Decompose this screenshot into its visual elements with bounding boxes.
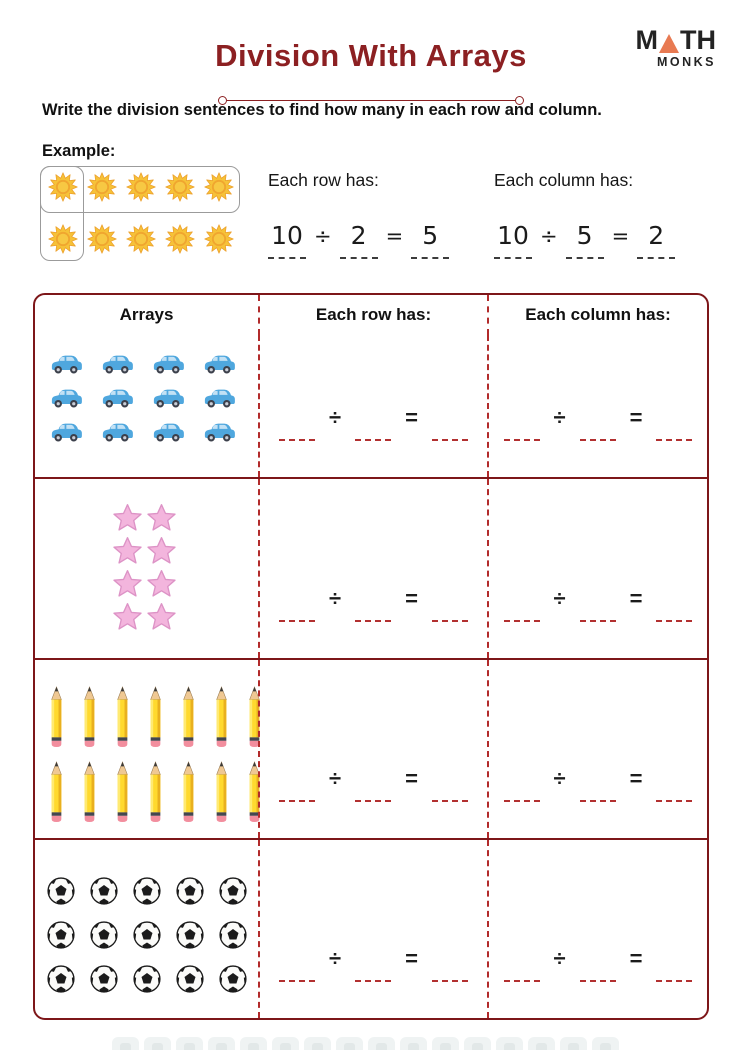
blank-division-sentence-row: [260, 479, 487, 658]
soccer-ball-icon: [132, 920, 162, 950]
watermark-shape: [560, 1037, 587, 1050]
division-sign: ÷: [540, 224, 558, 248]
each-column-has-cell: [487, 479, 707, 658]
table-row: [35, 477, 707, 658]
page-title: Division With Arrays: [215, 38, 527, 73]
watermark-shape: [336, 1037, 363, 1050]
star-icon: [147, 569, 176, 598]
division-sign: ÷: [329, 766, 342, 791]
car-icon: [100, 385, 134, 409]
car-icon: [151, 351, 185, 375]
pencil-icon: [214, 761, 229, 823]
equals-sign: =: [629, 766, 643, 791]
pencil-icon: [148, 686, 163, 748]
pencil-icon: [148, 761, 163, 823]
soccer-ball-icon: [175, 964, 205, 994]
dividend: 10: [268, 221, 306, 259]
quotient: 2: [637, 221, 675, 259]
table-body: [35, 335, 707, 1018]
pencil-icon: [82, 686, 97, 748]
watermark-shape: [144, 1037, 171, 1050]
car-icon: [100, 351, 134, 375]
soccer-ball-icon: [46, 876, 76, 906]
sun-icon: [87, 224, 117, 259]
sun-icon: [204, 172, 234, 207]
division-sign: ÷: [553, 405, 566, 430]
soccer-ball-icon: [175, 876, 205, 906]
blank-division-sentence-row: [260, 840, 487, 1018]
watermark-shape: [208, 1037, 235, 1050]
soccer-ball-icon: [89, 876, 119, 906]
instruction-text: Write the division sentences to find how many in each row and column.: [42, 101, 602, 119]
car-icon: [151, 419, 185, 443]
sun-icon: [126, 172, 156, 207]
logo-letters-th: TH: [680, 25, 716, 55]
division-sign: ÷: [553, 586, 566, 611]
watermark-shape: [464, 1037, 491, 1050]
blank-division-sentence-row: [260, 660, 487, 838]
each-column-has-cell: [487, 335, 707, 477]
equals-sign: =: [385, 224, 404, 248]
equals-sign: =: [629, 946, 643, 971]
pencil-icon: [49, 761, 64, 823]
pencil-icon: [181, 686, 196, 748]
soccer-ball-icon: [175, 920, 205, 950]
blank-divisor-slot[interactable]: [580, 439, 616, 441]
logo-letter-m: M: [635, 25, 658, 55]
watermark-shape: [240, 1037, 267, 1050]
soccer-ball-icon: [132, 876, 162, 906]
car-icon: [49, 385, 83, 409]
blank-division-sentence-column: [489, 840, 707, 1018]
star-icon: [113, 503, 142, 532]
division-sign: ÷: [553, 766, 566, 791]
blank-dividend-slot[interactable]: [279, 980, 315, 982]
equals-sign: =: [405, 405, 418, 430]
soccer-ball-icon: [218, 876, 248, 906]
blank-division-sentence-row: [260, 335, 487, 477]
division-sign: ÷: [329, 946, 342, 971]
blank-quotient-slot[interactable]: [432, 439, 468, 441]
equals-sign: =: [405, 946, 418, 971]
equals-sign: =: [611, 224, 630, 248]
soccer-ball-icon: [89, 920, 119, 950]
divisor: 2: [340, 221, 378, 259]
watermark-shape: [400, 1037, 427, 1050]
watermark-shape: [496, 1037, 523, 1050]
each-row-has-cell: [258, 660, 487, 838]
blank-divisor-slot[interactable]: [580, 620, 616, 622]
star-icon: [147, 602, 176, 631]
pencil-icon: [115, 761, 130, 823]
blank-divisor-slot[interactable]: [355, 800, 391, 802]
car-icon: [49, 419, 83, 443]
array-icon-grid: [35, 479, 258, 631]
blank-divisor-slot[interactable]: [355, 439, 391, 441]
car-icon: [151, 385, 185, 409]
car-icon: [49, 351, 83, 375]
divisor: 5: [566, 221, 604, 259]
equals-sign: =: [629, 405, 643, 430]
logo-monks-word: MONKS: [656, 55, 716, 69]
watermark-shape: [112, 1037, 139, 1050]
car-icon: [100, 419, 134, 443]
example-column-block: [494, 170, 714, 259]
example-row-block: [268, 170, 488, 259]
equals-sign: =: [405, 586, 418, 611]
blank-dividend-slot[interactable]: [504, 439, 540, 441]
blank-divisor-slot[interactable]: [580, 980, 616, 982]
pencil-icon: [214, 686, 229, 748]
soccer-ball-icon: [218, 964, 248, 994]
table-row: [35, 838, 707, 1018]
watermark-shape: [528, 1037, 555, 1050]
blank-quotient-slot[interactable]: [656, 620, 692, 622]
sun-icon: [165, 224, 195, 259]
soccer-ball-icon: [89, 964, 119, 994]
array-icon-grid: [35, 335, 258, 443]
star-icon: [147, 536, 176, 565]
equals-sign: =: [405, 766, 418, 791]
example-sun-array: [48, 172, 234, 259]
example-column-sentence: [494, 221, 714, 259]
quotient: 5: [411, 221, 449, 259]
blank-quotient-slot[interactable]: [656, 800, 692, 802]
blank-divisor-slot[interactable]: [355, 620, 391, 622]
array-cell: [35, 660, 258, 838]
sun-icon: [87, 172, 117, 207]
division-sign: ÷: [314, 224, 332, 248]
example-row-caption: Each row has:: [268, 170, 379, 190]
array-icon-grid: [35, 660, 258, 823]
car-icon: [202, 385, 236, 409]
sun-icon: [126, 224, 156, 259]
watermark-shape: [592, 1037, 619, 1050]
blank-divisor-slot[interactable]: [355, 980, 391, 982]
header-each-row-has: Each row has:: [258, 295, 487, 335]
blank-quotient-slot[interactable]: [432, 800, 468, 802]
sun-icon: [48, 172, 78, 207]
blank-dividend-slot[interactable]: [504, 980, 540, 982]
example-column-caption: Each column has:: [494, 170, 634, 190]
blank-dividend-slot[interactable]: [279, 620, 315, 622]
each-column-has-cell: [487, 660, 707, 838]
car-icon: [202, 419, 236, 443]
equals-sign: =: [629, 586, 643, 611]
blank-division-sentence-column: [489, 479, 707, 658]
watermark-shape: [176, 1037, 203, 1050]
array-cell: [35, 479, 258, 658]
pencil-icon: [82, 761, 97, 823]
example-label: Example:: [42, 142, 116, 160]
soccer-ball-icon: [46, 964, 76, 994]
pencil-icon: [115, 686, 130, 748]
sun-icon: [48, 224, 78, 259]
sun-icon: [165, 172, 195, 207]
star-icon: [113, 569, 142, 598]
blank-quotient-slot[interactable]: [432, 980, 468, 982]
sun-icon: [204, 224, 234, 259]
division-sign: ÷: [329, 405, 342, 430]
blank-divisor-slot[interactable]: [580, 800, 616, 802]
star-icon: [113, 536, 142, 565]
division-sign: ÷: [553, 946, 566, 971]
blank-dividend-slot[interactable]: [279, 439, 315, 441]
dividend: 10: [494, 221, 532, 259]
array-icon-grid: [35, 840, 258, 994]
pencil-icon: [49, 686, 64, 748]
soccer-ball-icon: [46, 920, 76, 950]
pencil-icon: [181, 761, 196, 823]
division-sign: ÷: [329, 586, 342, 611]
worksheet-table: [33, 293, 709, 1020]
blank-quotient-slot[interactable]: [432, 620, 468, 622]
star-icon: [147, 503, 176, 532]
example-row-sentence: [268, 221, 488, 259]
blank-division-sentence-column: [489, 660, 707, 838]
table-row: [35, 658, 707, 838]
watermark-shape: [304, 1037, 331, 1050]
watermark-shape: [432, 1037, 459, 1050]
blank-quotient-slot[interactable]: [656, 439, 692, 441]
each-row-has-cell: [258, 479, 487, 658]
header-each-column-has: Each column has:: [487, 295, 707, 335]
blank-dividend-slot[interactable]: [504, 800, 540, 802]
soccer-ball-icon: [132, 964, 162, 994]
blank-dividend-slot[interactable]: [504, 620, 540, 622]
blank-dividend-slot[interactable]: [279, 800, 315, 802]
car-icon: [202, 351, 236, 375]
array-cell: [35, 840, 258, 1018]
star-icon: [113, 602, 142, 631]
soccer-ball-icon: [218, 920, 248, 950]
each-column-has-cell: [487, 840, 707, 1018]
table-header-row: [35, 295, 707, 335]
blank-division-sentence-column: [489, 335, 707, 477]
array-cell: [35, 335, 258, 477]
each-row-has-cell: [258, 335, 487, 477]
each-row-has-cell: [258, 840, 487, 1018]
watermark-shape: [368, 1037, 395, 1050]
blank-quotient-slot[interactable]: [656, 980, 692, 982]
table-row: [35, 335, 707, 477]
watermark-strip: [112, 1037, 627, 1050]
header-arrays: Arrays: [119, 305, 174, 324]
watermark-shape: [272, 1037, 299, 1050]
